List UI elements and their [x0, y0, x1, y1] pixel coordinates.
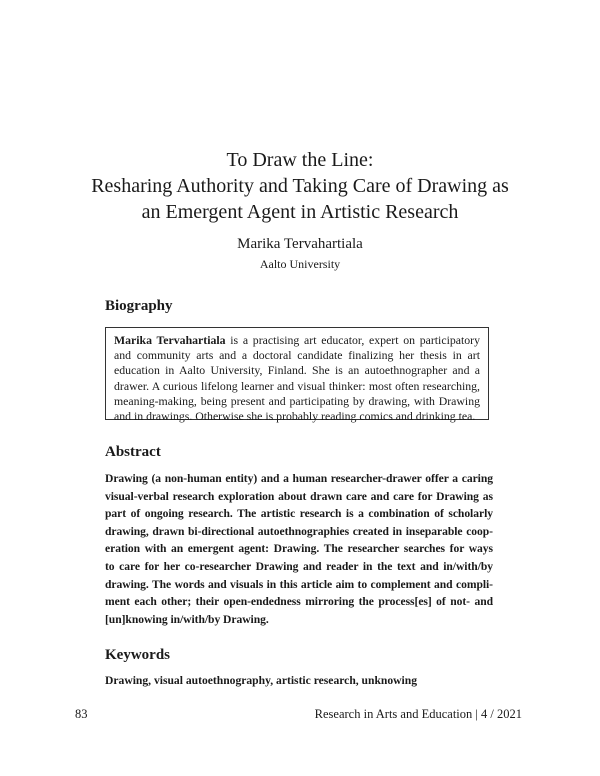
title-line-1: To Draw the Line: — [226, 149, 374, 171]
author-affiliation: Aalto University — [259, 257, 341, 271]
keywords-heading: Keywords — [105, 647, 170, 663]
abstract-line-4: drawing, drawn bi-directional autoethnographies created in inseparable coop- — [105, 524, 493, 538]
biography-box — [105, 327, 489, 424]
journal-footer: Research in Arts and Education | 4 / 2021 — [314, 707, 522, 721]
abstract-line-3: part of ongoing research. The artistic research is a combination of scholarly — [105, 507, 493, 521]
abstract-line-5: eration with an emergent agent: Drawing. The researcher searches for ways — [105, 542, 493, 556]
article-title — [60, 147, 540, 225]
abstract-line-9: [un]knowing in/with/by Drawing. — [105, 612, 269, 626]
title-line-2: Resharing Authority and Taking Care of Drawing as — [91, 175, 509, 197]
keywords-list: Drawing, visual autoethnography, artistic research, unknowing — [105, 674, 417, 687]
abstract-line-7: drawing. The words and visuals in this article aim to complement and compli- — [105, 577, 493, 591]
author-name: Marika Tervahartiala — [237, 236, 363, 252]
abstract-body — [105, 470, 493, 628]
page-number: 83 — [75, 707, 88, 721]
abstract-line-1: Drawing (a non-human entity) and a human researcher-drawer offer a caring — [105, 472, 493, 485]
abstract-heading: Abstract — [105, 444, 161, 460]
abstract-line-2: visual-verbal research exploration about drawn care and care for Drawing as — [105, 489, 493, 503]
biography-text: is a practising art educator, expert on participatory and community arts and a doctoral candidate finalizing her thesis in art education in Aalto University, Finland. She is an autoethnographer and a drawer. A curious lifelong learner and visual thinker: most often researching, meaning-making, being present and participating by drawing, with Drawing and in drawings. Otherwise she is probably reading comics and drinking tea. — [114, 333, 480, 424]
abstract-line-6: to care for her co-researcher Drawing and reader in the text and in/with/by — [105, 559, 493, 573]
title-line-3: an Emergent Agent in Artistic Research — [141, 201, 459, 223]
biography-heading: Biography — [105, 298, 173, 314]
biography-name: Marika Tervahartiala — [114, 333, 226, 347]
abstract-line-8: ment each other; their open-endedness mirroring the process[es] of not- and — [105, 595, 493, 609]
